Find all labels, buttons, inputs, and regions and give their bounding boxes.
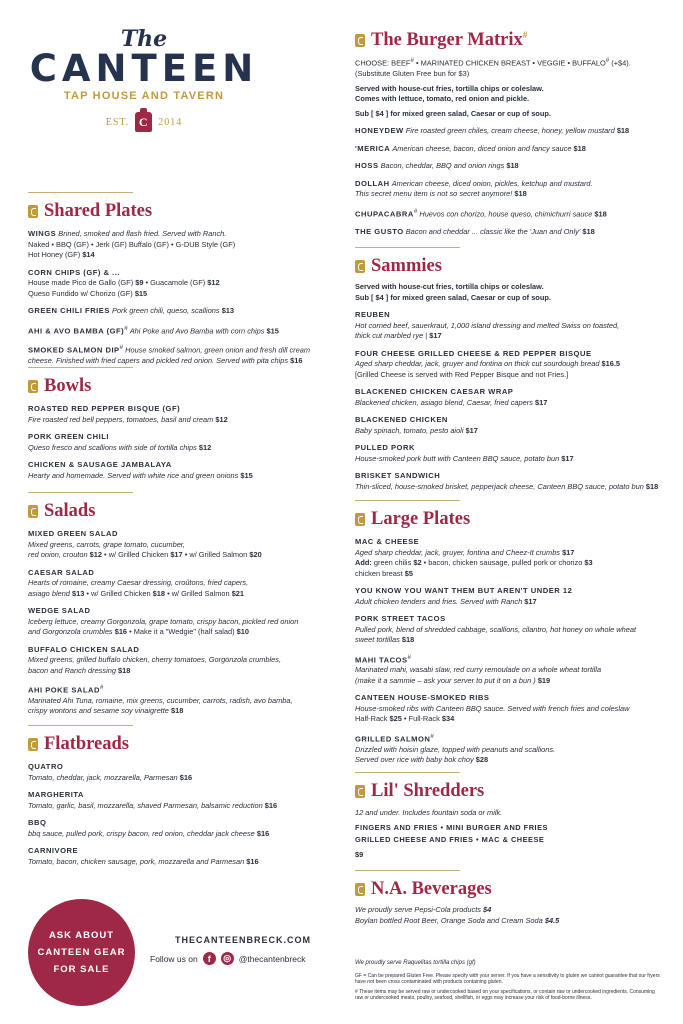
item-name: CHUPACABRA bbox=[355, 209, 414, 219]
item-name: MAC & CHEESE bbox=[355, 537, 420, 546]
divider bbox=[28, 192, 133, 193]
item-name: MIXED GREEN SALAD bbox=[28, 529, 118, 538]
item-desc: Marinated Ahi Tuna, romaine, mix greens, cucumber, carrots, radish, avo bamba, bbox=[28, 695, 293, 705]
logo-canteen: CANTEEN bbox=[29, 47, 259, 90]
est-label: EST. bbox=[105, 116, 130, 128]
lil-price: $9 bbox=[355, 849, 364, 859]
item-name: BRISKET SANDWICH bbox=[355, 471, 441, 480]
section-title: N.A. Beverages bbox=[371, 879, 492, 899]
raw-mark: # bbox=[124, 324, 128, 332]
menu-item-ahi-poke-salad bbox=[28, 683, 320, 717]
item-price: $20 bbox=[249, 550, 262, 559]
item-price: $2 bbox=[413, 558, 422, 567]
menu-item-caesar-salad bbox=[28, 568, 320, 600]
item-price: $12 bbox=[215, 414, 228, 424]
item-name: 'MERICA bbox=[355, 143, 391, 153]
section-title: Sammies bbox=[371, 256, 442, 276]
item-desc: House-smoked pork butt with Canteen BBQ sauce, potato bun bbox=[355, 453, 560, 463]
divider bbox=[355, 247, 460, 248]
raw-mark: # bbox=[413, 207, 418, 215]
menu-item-buffalo-chicken-salad bbox=[28, 645, 320, 677]
item-price: $28 bbox=[475, 755, 489, 765]
promo-line: ASK ABOUT bbox=[48, 930, 115, 941]
item-desc: Pork green chili, queso, scallions bbox=[111, 306, 220, 315]
canteen-cup-icon bbox=[28, 205, 38, 218]
item-price: $18 bbox=[645, 481, 659, 491]
item-name: THE GUSTO bbox=[355, 226, 404, 236]
item-price: $14 bbox=[82, 250, 95, 259]
menu-item-pork-green-chili bbox=[28, 432, 320, 453]
add-option: green chilis bbox=[373, 558, 412, 567]
canteen-cup-icon bbox=[28, 380, 38, 393]
item-desc: Bacon and cheddar ... classic like the 'Juan and Only' bbox=[405, 226, 581, 236]
item-name: CANTEEN HOUSE-SMOKED RIBS bbox=[355, 693, 490, 703]
menu-item-honeydew bbox=[355, 126, 660, 137]
item-name: AHI & AVO BAMBA (GF) bbox=[28, 325, 125, 335]
item-option: • w/ Grilled Salmon bbox=[167, 588, 230, 598]
item-desc: Huevos con chorizo, house queso, chimichurri sauce bbox=[419, 209, 593, 219]
menu-item-bisque bbox=[28, 404, 320, 425]
item-name: CAESAR SALAD bbox=[28, 567, 95, 577]
item-desc: Served over rice with baby bok choy bbox=[355, 755, 474, 765]
menu-item-brisket bbox=[355, 471, 660, 492]
canteen-cup-icon bbox=[355, 883, 365, 896]
section-title: Salads bbox=[44, 501, 96, 521]
section-title: Bowls bbox=[44, 376, 92, 396]
item-name: DOLLAH bbox=[355, 178, 390, 188]
canteen-badge-icon: C bbox=[135, 112, 152, 132]
item-option: • Full-Rack bbox=[403, 714, 440, 724]
menu-item-pulled-pork bbox=[355, 443, 660, 464]
item-name: MARGHERITA bbox=[28, 790, 84, 799]
instagram-icon[interactable]: ◎ bbox=[221, 952, 234, 965]
item-price: $18 bbox=[514, 189, 527, 199]
item-price: $12 bbox=[207, 278, 220, 287]
burger-served bbox=[355, 84, 660, 105]
item-desc: Fire roasted red bell peppers, tomatoes, basil and cream bbox=[28, 414, 214, 424]
served-text: Served with house-cut fries, tortilla chips or coleslaw. bbox=[355, 282, 544, 291]
na-line bbox=[355, 916, 660, 927]
item-price: $18 bbox=[152, 588, 165, 598]
item-option: House made Pico de Gallo (GF) bbox=[28, 278, 134, 287]
item-price: $15 bbox=[266, 325, 279, 335]
chips-note: We proudly serve Raquelitas tortilla chips (gf) bbox=[355, 960, 476, 966]
item-price: $18 bbox=[573, 143, 586, 153]
served-text: Sub [ $4 ] for mixed green salad, Caesar or cup of soup. bbox=[355, 292, 551, 302]
item-price: $16 bbox=[179, 772, 193, 782]
item-desc: thick cut marbled rye bbox=[355, 331, 424, 340]
na-beverages-section bbox=[355, 870, 660, 926]
item-name: BUFFALO CHICKEN SALAD bbox=[28, 644, 140, 654]
item-desc: This secret menu item is not so secret anymore! bbox=[355, 189, 513, 199]
menu-item-quatro bbox=[28, 762, 320, 783]
item-price: $18 bbox=[616, 126, 630, 136]
item-price: $16 bbox=[246, 856, 259, 866]
item-price: $18 bbox=[118, 665, 131, 675]
section-title: Shared Plates bbox=[44, 201, 153, 221]
raw-mark: # bbox=[522, 30, 528, 40]
raw-mark: # bbox=[119, 344, 124, 352]
menu-item-chupacabra bbox=[355, 207, 660, 220]
item-name: FOUR CHEESE GRILLED CHEESE & RED PEPPER BISQUE bbox=[355, 348, 592, 358]
facebook-icon[interactable]: f bbox=[203, 952, 216, 965]
na-text: Boylan bottled Root Beer, Orange Soda and Cream Soda bbox=[355, 915, 543, 925]
section-title: Large Plates bbox=[371, 509, 471, 529]
item-price: $4 bbox=[483, 905, 492, 914]
item-desc: Fire roasted green chiles, cream cheese, honey, yellow mustard bbox=[405, 126, 615, 136]
divider bbox=[355, 870, 460, 871]
burger-choose bbox=[355, 56, 660, 79]
menu-item-pork-tacos bbox=[355, 614, 660, 646]
item-option: Half-Rack bbox=[355, 714, 388, 724]
item-price: $16 bbox=[290, 356, 303, 366]
menu-item-mac-cheese bbox=[355, 537, 660, 579]
item-option: • w/ Grilled Chicken bbox=[86, 588, 151, 598]
item-name: YOU KNOW YOU WANT THEM BUT AREN'T UNDER 12 bbox=[355, 586, 573, 595]
item-desc: Bacon, cheddar, BBQ and onion rings bbox=[380, 161, 505, 171]
canteen-cup-icon bbox=[28, 738, 38, 751]
na-text: We proudly serve Pepsi-Cola products bbox=[355, 905, 481, 914]
social-follow bbox=[150, 952, 305, 965]
burger-sub: Sub [ $4 ] for mixed green salad, Caesar or cup of soup. bbox=[355, 108, 551, 118]
divider bbox=[355, 500, 460, 501]
canteen-cup-icon bbox=[355, 513, 365, 526]
item-price: $25 bbox=[389, 714, 402, 724]
item-desc: bacon and Ranch dressing bbox=[28, 665, 116, 675]
item-desc: Adult chicken tenders and fries. Served with Ranch bbox=[355, 596, 523, 606]
menu-item-mahi-tacos bbox=[355, 653, 660, 687]
footnotes bbox=[355, 958, 660, 1002]
item-desc: red onion, crouton bbox=[28, 550, 88, 559]
menu-item-ribs bbox=[355, 693, 660, 725]
raw-mark: # bbox=[407, 653, 411, 661]
menu-item-dollah bbox=[355, 179, 660, 200]
menu-item-bc-caesar-wrap bbox=[355, 387, 660, 408]
na-line bbox=[355, 905, 660, 916]
item-desc: Mixed greens, grilled buffalo chicken, cherry tomatoes, Gorgonzola crumbles, bbox=[28, 655, 282, 664]
item-desc: Queso fresco and scallions with side of tortilla chips bbox=[28, 442, 197, 452]
item-options: Hot Honey (GF) bbox=[28, 250, 81, 259]
logo-the: The bbox=[120, 26, 168, 52]
website-link[interactable]: THECANTEENBRECK.COM bbox=[175, 935, 311, 945]
item-name: BBQ bbox=[28, 818, 47, 827]
menu-item-reuben: REUBEN Hot corned beef, sauerkraut, 1,000 island dressing and melted Swiss on toasted, thick cut marbled rye | $17 bbox=[355, 310, 620, 340]
menu-item-mixed-green-salad bbox=[28, 529, 320, 561]
item-name: PORK STREET TACOS bbox=[355, 614, 446, 623]
canteen-cup-icon bbox=[355, 260, 365, 273]
item-desc: Tomato, bacon, chicken sausage, pork, mozzarella and Parmesan bbox=[28, 856, 245, 866]
add-option: • bacon, chicken sausage, pulled pork or chorizo bbox=[423, 558, 583, 567]
item-name: PULLED PORK bbox=[355, 443, 415, 452]
menu-item-margherita bbox=[28, 790, 320, 811]
item-options: Naked • BBQ (GF) • Jerk (GF) Buffalo (GF) • G-DUB Style (GF) bbox=[28, 239, 236, 249]
choose-text: • MARINATED CHICKEN BREAST • VEGGIE • BUFFALO bbox=[415, 58, 606, 68]
menu-item-wings bbox=[28, 229, 320, 261]
item-desc: and Gorgonzola crumbles bbox=[28, 627, 113, 636]
raw-mark: # bbox=[410, 57, 414, 65]
item-price: $3 bbox=[584, 558, 593, 567]
raw-mark: # bbox=[99, 684, 104, 691]
item-desc: Ahi Poke and Avo Bamba with corn chips bbox=[129, 325, 265, 335]
served-text: Served with house-cut fries, tortilla chips or coleslaw. bbox=[355, 83, 544, 93]
item-price: $13 bbox=[221, 306, 235, 315]
item-desc: Hot corned beef, sauerkraut, 1,000 island dressing and melted Swiss on toasted, bbox=[355, 320, 620, 330]
item-price: $17 bbox=[524, 596, 537, 606]
social-handle[interactable]: @thecantenbreck bbox=[238, 953, 306, 964]
item-price: $21 bbox=[231, 588, 245, 598]
menu-item-green-chili-fries bbox=[28, 306, 320, 317]
menu-item-grilled-salmon bbox=[355, 732, 660, 766]
menu-item-corn-chips: CORN CHIPS (GF) & ... House made Pico de Gallo (GF) $9 • Guacamole (GF) $12 Queso Fundido w/ Chorizo (GF) $15 bbox=[28, 267, 220, 298]
item-name: CORN CHIPS (GF) & ... bbox=[28, 267, 120, 277]
item-name: GRILLED SALMON bbox=[355, 734, 431, 744]
item-name: PORK GREEN CHILI bbox=[28, 432, 109, 441]
item-desc: Thin-sliced, house-smoked brisket, pepperjack cheese, Canteen BBQ sauce, potato bun bbox=[355, 481, 644, 491]
item-name: ROASTED RED PEPPER BISQUE (GF) bbox=[28, 404, 181, 413]
item-price: $15 bbox=[134, 288, 148, 298]
canteen-cup-icon bbox=[355, 785, 365, 798]
item-option: Guacamole (GF) bbox=[150, 278, 206, 287]
gf-note: GF = Can be prepared Gluten Free. Please specify with your server. If you have a sensitivity to gluten we cannot guarantee that our fryers have not been cross contaminated with products containing gluten. bbox=[355, 972, 660, 985]
shared-plates-section bbox=[28, 192, 320, 367]
menu-item-gusto bbox=[355, 227, 660, 238]
item-price: $17 bbox=[429, 331, 442, 340]
item-desc: Baby spinach, tomato, pesto aioli bbox=[355, 425, 464, 435]
menu-item-bbq bbox=[28, 818, 320, 839]
menu-item-blackened-chicken bbox=[355, 415, 660, 436]
item-option: • w/ Grilled Chicken bbox=[104, 550, 169, 559]
section-title: Lil' Shredders bbox=[371, 781, 485, 801]
item-desc: (make it a sammie – ask your server to put it on a bun ) bbox=[355, 675, 536, 685]
item-price: $17 bbox=[561, 453, 574, 463]
item-desc: American cheese, bacon, diced onion and fancy sauce bbox=[392, 143, 572, 153]
est-year: 2014 bbox=[158, 116, 183, 128]
section-title-text: The Burger Matrix bbox=[371, 30, 523, 51]
item-desc: Hearts of romaine, creamy Caesar dressing, croûtons, fried capers, bbox=[28, 578, 249, 587]
item-name: SMOKED SALMON DIP bbox=[28, 345, 120, 355]
section-title: Flatbreads bbox=[44, 734, 129, 754]
item-name: CARNIVORE bbox=[28, 846, 79, 855]
raw-mark: # bbox=[430, 732, 434, 740]
menu-item-four-cheese bbox=[355, 349, 660, 381]
sammies-served bbox=[355, 282, 660, 303]
raw-note: # These items may be served raw or undercooked based on your specifications, or contain raw or undercooked ingredients. Consuming raw or undercooked meats, poultry, seafood, shellfish, or eggs may increase your risk of food-borne illness. bbox=[355, 988, 655, 1001]
item-name: HOSS bbox=[355, 161, 379, 171]
menu-item-smoked-salmon-dip bbox=[28, 343, 320, 366]
logo bbox=[28, 28, 260, 132]
item-desc: asiago blend bbox=[28, 588, 70, 598]
item-desc: House-smoked ribs with Canteen BBQ sauce. Served with french fries and coleslaw bbox=[355, 703, 630, 713]
menu-item-carnivore bbox=[28, 846, 320, 867]
raw-mark: # bbox=[605, 57, 610, 65]
divider bbox=[28, 725, 133, 726]
item-price: $16.5 bbox=[601, 359, 621, 368]
add-option: chicken breast bbox=[355, 568, 403, 578]
item-price: $5 bbox=[404, 568, 413, 578]
lil-note: 12 and under. Includes fountain soda or milk. bbox=[355, 808, 503, 817]
item-price: $9 bbox=[135, 278, 144, 287]
gear-promo-badge bbox=[28, 899, 135, 1006]
item-price: $12 bbox=[198, 442, 212, 452]
item-desc: Pulled pork, blend of shredded cabbage, scallions, cilantro, hot honey on whole wheat bbox=[355, 624, 637, 634]
follow-label: Follow us on bbox=[150, 953, 198, 964]
item-name: HONEYDEW bbox=[355, 126, 404, 136]
item-price: $16 bbox=[256, 828, 270, 838]
item-option: • w/ Grilled Salmon bbox=[184, 550, 248, 559]
item-desc: Tomato, cheddar, jack, mozzarella, Parmesan bbox=[28, 772, 178, 782]
item-name: BLACKENED CHICKEN bbox=[355, 415, 448, 424]
promo-line: FOR SALE bbox=[53, 964, 110, 975]
item-desc: Aged sharp cheddar, jack, gruyer and fontina on thick cut sourdough bread bbox=[355, 359, 600, 368]
add-label: Add: bbox=[355, 558, 372, 567]
item-name: GREEN CHILI FRIES bbox=[28, 306, 110, 315]
item-desc: Drizzled with hoisin glaze, topped with peanuts and scallions. bbox=[355, 744, 556, 754]
item-price: $17 bbox=[534, 397, 548, 407]
served-text: Comes with lettuce, tomato, red onion and pickle. bbox=[355, 94, 530, 104]
menu-item-jambalaya bbox=[28, 460, 320, 481]
item-desc: House smoked salmon, green onion and fresh dill cream bbox=[125, 345, 310, 355]
item-desc: crispy wontons and sesame soy vinaigrette bbox=[28, 706, 169, 716]
bowls-section bbox=[28, 367, 320, 481]
divider bbox=[28, 492, 133, 493]
item-name: MAHI TACOS bbox=[355, 654, 408, 664]
canteen-cup-icon bbox=[355, 34, 365, 47]
item-price: $10 bbox=[236, 627, 249, 636]
canteen-cup-icon bbox=[28, 505, 38, 518]
item-desc: Hearty and homemade. Served with white rice and green onions bbox=[28, 470, 239, 480]
item-name: CHICKEN & SAUSAGE JAMBALAYA bbox=[28, 460, 172, 469]
item-option: • Make it a "Wedgie" (half salad) bbox=[129, 627, 235, 636]
menu-item-ahi-avo bbox=[28, 324, 320, 337]
item-desc: Mixed greens, carrots, grape tomato, cucumber, bbox=[28, 539, 185, 549]
item-price: $4.5 bbox=[544, 915, 560, 925]
item-price: $13 bbox=[71, 588, 85, 598]
item-name: REUBEN bbox=[355, 310, 391, 319]
item-price: $17 bbox=[465, 425, 478, 435]
sammies-section bbox=[355, 247, 660, 492]
choose-text: (Substitute Gluten Free bun for $3) bbox=[355, 69, 470, 79]
item-desc: Brined, smoked and flash fried. Served with Ranch. bbox=[58, 229, 227, 238]
divider bbox=[355, 772, 460, 773]
burger-matrix-section bbox=[355, 30, 660, 237]
item-price: $17 bbox=[170, 550, 183, 559]
flatbreads-section bbox=[28, 725, 320, 867]
item-note: [Grilled Cheese is served with Red Pepper Bisque and not Fries.] bbox=[355, 369, 569, 379]
item-price: $15 bbox=[240, 470, 253, 480]
large-plates-section bbox=[355, 500, 660, 766]
item-price: $17 bbox=[562, 547, 575, 557]
item-price: $18 bbox=[401, 635, 415, 644]
item-price: $19 bbox=[537, 675, 551, 685]
item-name: WEDGE SALAD bbox=[28, 606, 91, 615]
item-desc: Marinated mahi, wasabi slaw, red curry remoulade on a whole wheat tortilla bbox=[355, 665, 602, 675]
item-name: QUATRO bbox=[28, 762, 64, 771]
item-price: $18 bbox=[506, 161, 519, 171]
promo-line: CANTEEN GEAR bbox=[37, 947, 126, 958]
menu-item-tenders bbox=[355, 586, 660, 607]
menu-item-hoss bbox=[355, 161, 660, 172]
item-price: $16 bbox=[264, 800, 278, 810]
item-name: WINGS bbox=[28, 229, 57, 238]
item-price: $16 bbox=[114, 627, 128, 636]
salads-section bbox=[28, 492, 320, 717]
item-price: $18 bbox=[594, 209, 607, 219]
item-desc: cheese. Finished with fried capers and pickled red onion. Served with pita chips bbox=[28, 356, 289, 366]
item-price: $18 bbox=[170, 706, 184, 716]
menu-item-merica bbox=[355, 144, 660, 155]
divider bbox=[28, 367, 133, 368]
item-option: Queso Fundido w/ Chorizo (GF) bbox=[28, 288, 133, 298]
item-desc: Tomato, garlic, basil, mozzarella, shaved Parmesan, balsamic reduction bbox=[28, 800, 263, 810]
item-desc: Blackened chicken, asiago blend, Caesar, fried capers bbox=[355, 397, 533, 407]
item-desc: Iceberg lettuce, creamy Gorgonzola, grape tomato, crispy bacon, pickled red onion bbox=[28, 616, 299, 626]
item-name: AHI POKE SALAD bbox=[28, 685, 100, 695]
item-desc: sweet tortillas bbox=[355, 635, 400, 644]
choose-text: CHOOSE: BEEF bbox=[355, 58, 411, 68]
item-price: $18 bbox=[582, 226, 595, 236]
lil-row: FINGERS AND FRIES • MINI BURGER AND FRIES bbox=[355, 822, 548, 832]
item-name: BLACKENED CHICKEN CAESAR WRAP bbox=[355, 387, 514, 396]
item-price: $34 bbox=[441, 714, 455, 724]
item-price: $12 bbox=[89, 550, 102, 559]
choose-text: (+$4). bbox=[611, 58, 631, 68]
item-desc: bbq sauce, pulled pork, crispy bacon, red onion, cheddar jack cheese bbox=[28, 828, 255, 838]
logo-est bbox=[28, 112, 260, 132]
logo-tagline: TAP HOUSE AND TAVERN bbox=[63, 90, 225, 102]
menu-item-wedge-salad bbox=[28, 606, 320, 638]
section-title bbox=[371, 30, 527, 51]
lil-shredders-section bbox=[355, 772, 660, 860]
lil-row: GRILLED CHEESE AND FRIES • MAC & CHEESE bbox=[355, 835, 545, 844]
item-desc: American cheese, diced onion, pickles, ketchup and mustard. bbox=[391, 178, 593, 188]
item-desc: Aged sharp cheddar, jack, gruyer, fontina and Cheez-It crumbs bbox=[355, 547, 560, 557]
